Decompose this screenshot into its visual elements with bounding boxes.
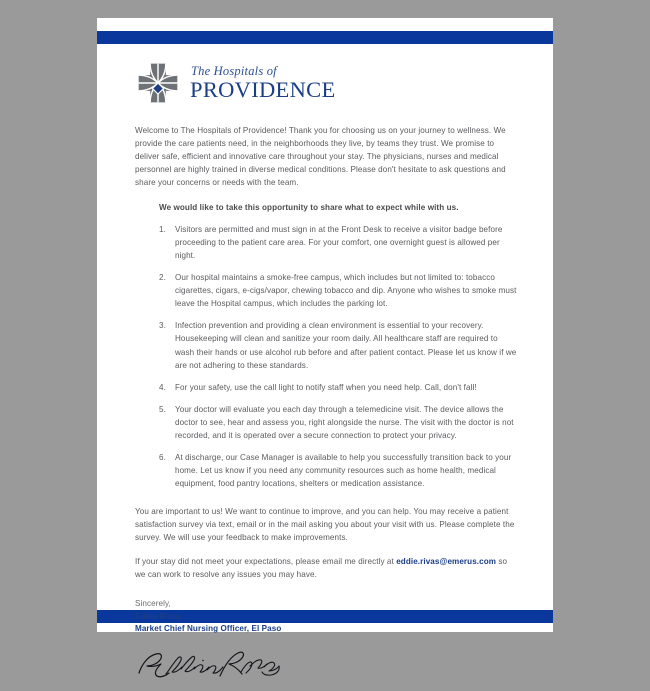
top-accent-bar: [97, 31, 553, 44]
letter-body: [135, 124, 517, 691]
contact-paragraph: [135, 555, 517, 581]
expectations-list: [135, 223, 517, 491]
email-link[interactable]: eddie.rivas@emerus.com: [396, 556, 497, 566]
signer-title: Market Chief Nursing Officer, El Paso: [135, 624, 282, 634]
survey-paragraph: You are important to us! We want to continue to improve, and you can help. You may receive a patient satisfaction survey via text, email or in the mail asking you about your visit with us. Please complete the survey. We will use your feedback to make improvements.: [135, 506, 515, 542]
handwritten-signature-eddie-rivas: [135, 644, 285, 686]
contact-text-after: so we can work to resolve any issues you may have.: [135, 556, 508, 579]
list-item: At discharge, our Case Manager is available to help you successfully transition back to your home. Let us know if you need any community resources such as home health, medical equipment, food pantry locations, shelters or medication assistance.: [175, 453, 512, 489]
brand-logo: [135, 60, 336, 106]
sign-off: Sincerely,: [135, 599, 171, 609]
list-item: Our hospital maintains a smoke-free campus, which includes but not limited to: tobacco cigarettes, cigars, e-cigs/vapor, chewing tobacco and dip. Anyone who wishes to smoke must leave the Hospital campus, which includes the parking lot.: [175, 272, 517, 309]
intro-paragraph: Welcome to The Hospitals of Providence! Thank you for choosing us on your journey to wellness. We provide the care patients need, in the neighborhoods they live, by teams they trust. We promise to deliver safe, efficient and innovative care throughout your stay. The physicians, nurses and medical personnel are highly trained in diverse medical conditions. Please don't hesitate to ask questions and share your concerns or needs with the team.: [135, 126, 506, 188]
letter-page: [97, 18, 553, 632]
list-item: Your doctor will evaluate you each day through a telemedicine visit. The device allows the doctor to see, hear and assess you, right alongside the nurse. The visit with the doctor is not recorded, and it is operated over a secure connection to protect your privacy.: [175, 404, 514, 441]
providence-cross-starburst-logo: [135, 60, 181, 106]
signer-name: Eddie Rivas: [135, 612, 182, 622]
list-item: For your safety, use the call light to notify staff when you need help. Call, don't fall!: [175, 382, 477, 392]
lead-in-line: We would like to take this opportunity to share what to expect while with us.: [159, 202, 459, 212]
list-item: Visitors are permitted and must sign in at the Front Desk to receive a visitor badge before proceeding to the patient care area. For your comfort, one overnight guest is allowed per night.: [175, 224, 503, 260]
contact-text-before: If your stay did not meet your expectations, please email me directly at: [135, 556, 397, 566]
list-item: Infection prevention and providing a clean environment is essential to your recovery. Housekeeping will clean and sanitize your room daily. All healthcare staff are required to wash their hands or use alcohol rub before and after patient contact. Please let us know if we are not adhering to these standards.: [175, 321, 517, 370]
signature-block: [135, 597, 517, 691]
brand-wordmark: [190, 65, 336, 101]
brand-name: PROVIDENCE: [190, 76, 336, 102]
brand-tagline: The Hospitals of: [191, 64, 277, 78]
